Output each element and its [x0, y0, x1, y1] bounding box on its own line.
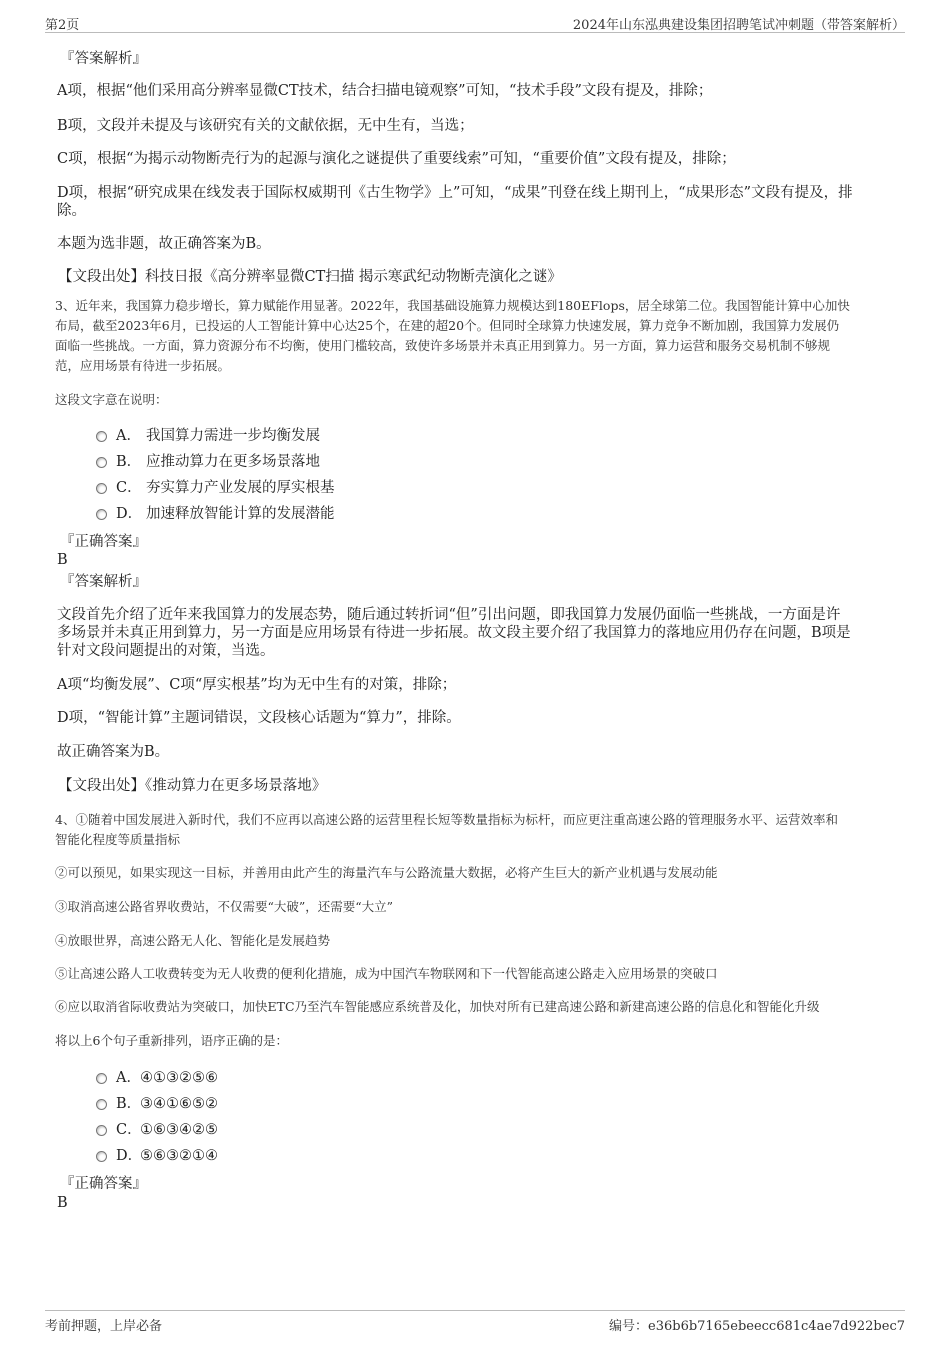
footer-slogan: 考前押题，上岸必备: [45, 1319, 163, 1334]
q3-source: 【文段出处】《推动算力在更多场景落地》: [58, 778, 327, 794]
q2-conclusion: 本题为选非题，故正确答案为B。: [57, 236, 271, 252]
q4-sentence-1-line2: 智能化程度等质量指标: [55, 832, 181, 847]
q2-analysis-label: 『答案解析』: [60, 51, 147, 67]
q4-answer-label: 『正确答案』: [60, 1176, 147, 1192]
q3-option-d[interactable]: D． 加速释放智能计算的发展潜能: [96, 505, 335, 523]
q2-analysis-b: B项，文段并未提及与该研究有关的文献依据，无中生有，当选；: [57, 118, 474, 134]
q2-analysis-c: C项，根据“为揭示动物断壳行为的起源与演化之谜提供了重要线索”可知，“重要价值”文段有提及，排除；: [57, 151, 736, 167]
q2-analysis-d-line2: 除。: [57, 203, 86, 219]
document-code: 编号：e36b6b7165ebeecc681c4ae7d922bec7: [609, 1319, 905, 1334]
q4-sentence-5: ⑤让高速公路人工收费转变为无人收费的便利化措施，成为中国汽车物联网和下一代智能高速公路走入应用场景的突破口: [55, 966, 718, 981]
q3-stem-line3: 面临一些挑战。一方面，算力资源分布不均衡，使用门槛较高，致使许多场景并未真正用到算力。另一方面，算力运营和服务交易机制不够规: [55, 338, 831, 353]
radio-icon[interactable]: [96, 1151, 107, 1162]
q4-sentence-4: ④放眼世界，高速公路无人化、智能化是发展趋势: [55, 933, 331, 948]
q4-option-a[interactable]: A．④①③②⑤⑥: [96, 1069, 218, 1087]
q4-sentence-3: ③取消高速公路省界收费站，不仅需要“大破”，还需要“大立”: [55, 899, 394, 914]
radio-icon[interactable]: [96, 457, 107, 468]
q3-option-c[interactable]: C． 夯实算力产业发展的厚实根基: [96, 479, 335, 497]
q4-prompt: 将以上6个句子重新排列，语序正确的是：: [55, 1033, 288, 1048]
q2-analysis-a: A项，根据“他们采用高分辨率显微CT技术，结合扫描电镜观察”可知，“技术手段”文段有提及，排除；: [57, 83, 713, 99]
q3-analysis-ac: A项“均衡发展”、C项“厚实根基”均为无中生有的对策，排除；: [57, 677, 457, 693]
q3-prompt: 这段文字意在说明：: [55, 392, 168, 407]
radio-icon[interactable]: [96, 1099, 107, 1110]
q3-stem-line2: 布局，截至2023年6月，已投运的人工智能计算中心达25个，在建的超20个。但同时全球算力快速发展，算力竞争不断加剧，我国算力发展仍: [55, 318, 840, 333]
q4-sentence-6: ⑥应以取消省际收费站为突破口，加快ETC乃至汽车智能感应系统普及化，加快对所有已建高速公路和新建高速公路的信息化和智能化升级: [55, 999, 820, 1014]
page-header: [45, 12, 905, 33]
q3-answer: B: [57, 552, 68, 568]
q3-stem-line4: 范，应用场景有待进一步拓展。: [55, 358, 231, 373]
q2-analysis-d-line1: D项，根据“研究成果在线发表于国际权威期刊《古生物学》上”可知，“成果”刊登在线上期刊上，“成果形态”文段有提及，排: [57, 185, 853, 201]
q3-analysis-line3: 针对文段问题提出的对策，当选。: [57, 643, 275, 659]
q3-analysis-label: 『答案解析』: [60, 574, 147, 590]
q3-option-a[interactable]: A． 我国算力需进一步均衡发展: [96, 427, 320, 445]
q3-analysis-d: D项，“智能计算”主题词错误，文段核心话题为“算力”，排除。: [57, 710, 461, 726]
q3-analysis-line1: 文段首先介绍了近年来我国算力的发展态势，随后通过转折词“但”引出问题，即我国算力发展仍面临一些挑战，一方面是许: [57, 607, 841, 623]
q3-answer-label: 『正确答案』: [60, 534, 147, 550]
radio-icon[interactable]: [96, 1125, 107, 1136]
q3-option-b[interactable]: B． 应推动算力在更多场景落地: [96, 453, 320, 471]
q3-stem-line1: 3、近年来，我国算力稳步增长，算力赋能作用显著。2022年，我国基础设施算力规模达到180EFlops，居全球第二位。我国智能计算中心加快: [55, 298, 850, 313]
q4-option-b[interactable]: B．③④①⑥⑤②: [96, 1095, 218, 1113]
q4-answer: B: [57, 1195, 68, 1211]
page-number: 第2页: [45, 18, 80, 33]
q3-analysis-line2: 多场景并未真正用到算力，另一方面是应用场景有待进一步拓展。故文段主要介绍了我国算力的落地应用仍存在问题，B项是: [57, 625, 851, 641]
radio-icon[interactable]: [96, 483, 107, 494]
q4-option-d[interactable]: D．⑤⑥③②①④: [96, 1147, 218, 1165]
radio-icon[interactable]: [96, 431, 107, 442]
page-footer: [45, 1310, 905, 1333]
radio-icon[interactable]: [96, 1073, 107, 1084]
q3-conclusion: 故正确答案为B。: [57, 744, 170, 760]
q4-option-c[interactable]: C．①⑥③④②⑤: [96, 1121, 218, 1139]
q4-sentence-2: ②可以预见，如果实现这一目标，并善用由此产生的海量汽车与公路流量大数据，必将产生巨大的新产业机遇与发展动能: [55, 865, 718, 880]
q2-source: 【文段出处】科技日报《高分辨率显微CT扫描 揭示寒武纪动物断壳演化之谜》: [58, 269, 562, 285]
q4-sentence-1-line1: 4、①随着中国发展进入新时代，我们不应再以高速公路的运营里程长短等数量指标为标杆，而应更注重高速公路的管理服务水平、运营效率和: [55, 812, 838, 827]
document-title: 2024年山东泓典建设集团招聘笔试冲刺题（带答案解析）: [572, 18, 905, 33]
radio-icon[interactable]: [96, 509, 107, 520]
